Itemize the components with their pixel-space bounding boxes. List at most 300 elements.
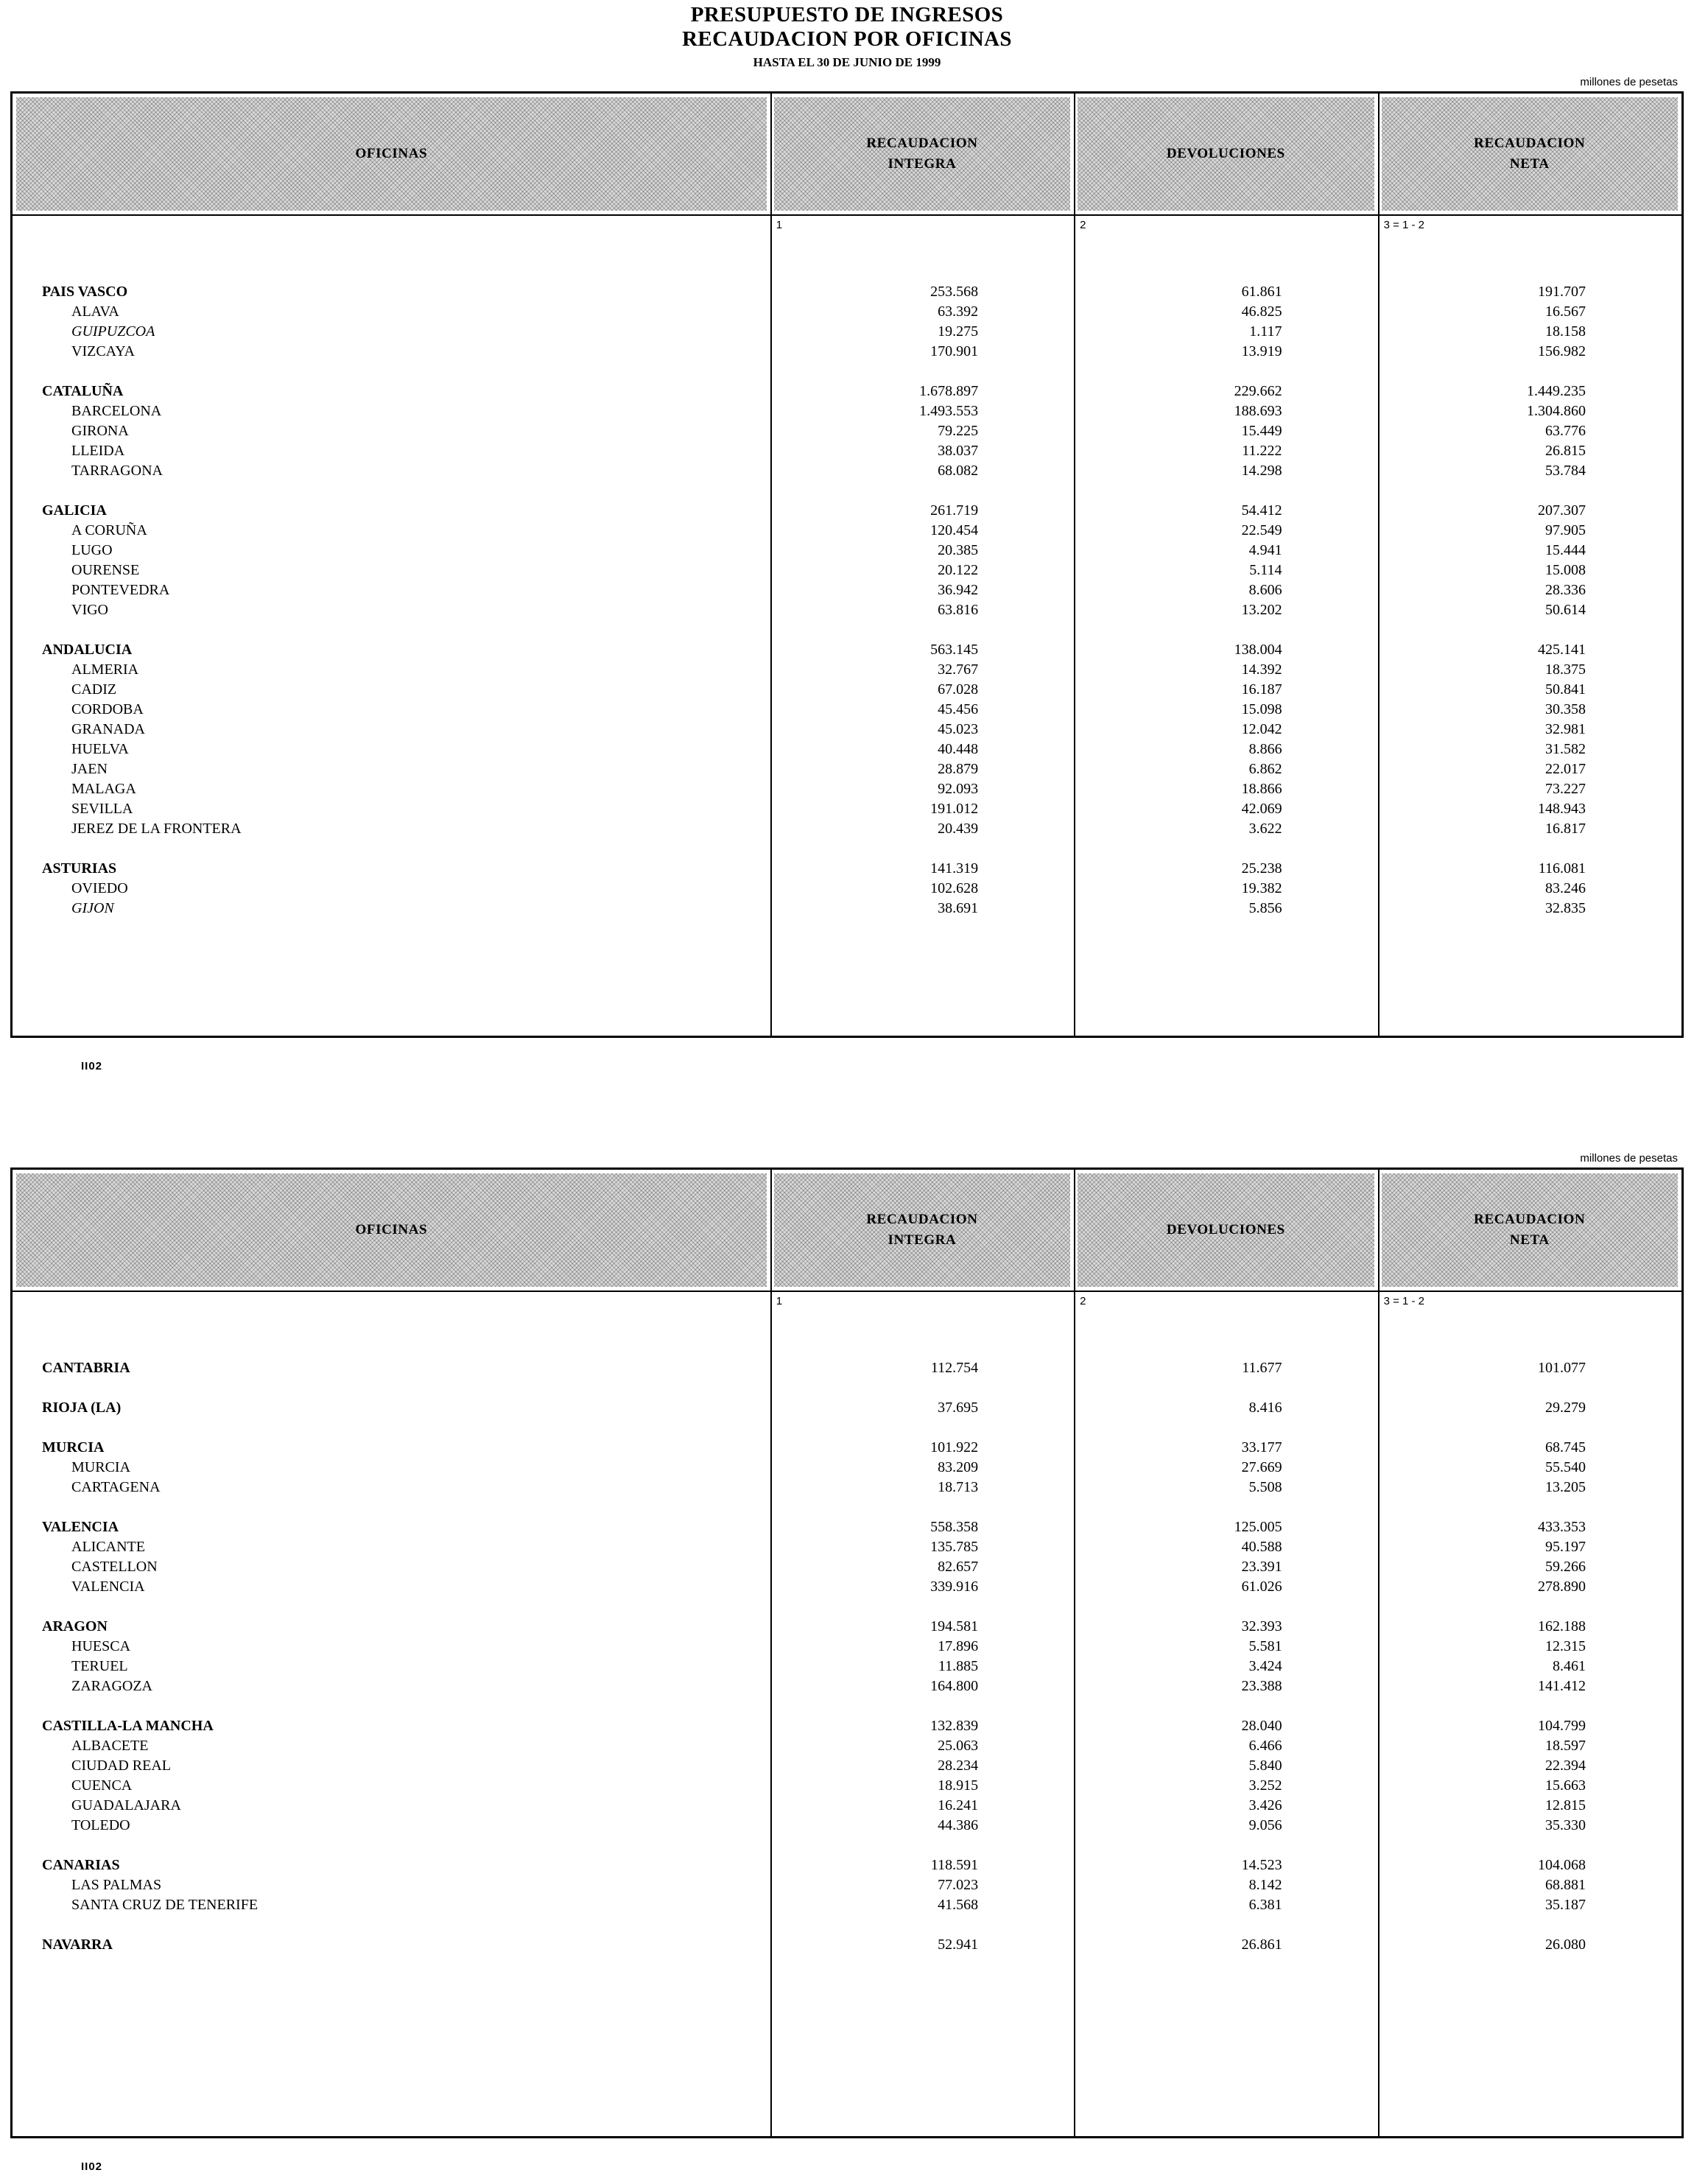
page-date-line: HASTA EL 30 DE JUNIO DE 1999	[753, 55, 941, 69]
recaudacion-integra-value: 164.800	[930, 1678, 979, 1694]
office-name: LLEIDA	[71, 443, 125, 459]
office-row	[13, 600, 1681, 620]
devoluciones-value: 9.056	[1248, 1817, 1282, 1833]
office-row	[13, 521, 1681, 541]
region-name: RIOJA (LA)	[42, 1400, 122, 1416]
recaudacion-neta-value: 53.784	[1544, 463, 1586, 479]
units-label: millones de pesetas	[1580, 1152, 1678, 1165]
office-row	[13, 899, 1681, 919]
office-name: TOLEDO	[71, 1817, 130, 1833]
column-index-spacer	[13, 1292, 770, 1321]
recaudacion-neta-value: 104.068	[1537, 1857, 1586, 1873]
column-header-recaudacion-neta	[1378, 1170, 1681, 1291]
recaudacion-neta-value: 141.412	[1537, 1678, 1586, 1694]
office-group	[13, 1935, 1681, 1955]
recaudacion-integra-value: 132.839	[930, 1718, 979, 1734]
column-header-recaudacion-integra	[770, 1170, 1074, 1291]
recaudacion-integra-value: 20.122	[938, 562, 979, 578]
office-name: ALBACETE	[71, 1738, 149, 1754]
devoluciones-value: 4.941	[1248, 542, 1282, 558]
office-name: MURCIA	[71, 1459, 131, 1475]
devoluciones-value: 6.466	[1248, 1738, 1282, 1754]
recaudacion-integra-value: 41.568	[938, 1897, 979, 1913]
recaudacion-integra-value: 36.942	[938, 582, 979, 598]
office-row	[13, 1875, 1681, 1895]
devoluciones-value: 23.388	[1241, 1678, 1282, 1694]
region-row	[13, 501, 1681, 521]
recaudacion-integra-value: 40.448	[938, 741, 979, 757]
recaudacion-integra-value: 118.591	[930, 1857, 979, 1873]
office-row	[13, 342, 1681, 362]
recaudacion-neta-value: 15.008	[1544, 562, 1586, 578]
office-name: PONTEVEDRA	[71, 582, 170, 598]
recaudacion-neta-value: 63.776	[1544, 423, 1586, 439]
column-header-oficinas	[13, 1170, 770, 1291]
office-name: GIRONA	[71, 423, 129, 439]
recaudacion-neta-value: 50.841	[1544, 681, 1586, 698]
devoluciones-value: 13.919	[1241, 343, 1282, 359]
recaudacion-neta-value: 26.815	[1544, 443, 1586, 459]
office-row	[13, 799, 1681, 819]
office-row	[13, 1478, 1681, 1497]
office-name: ALMERIA	[71, 661, 139, 678]
region-name: ANDALUCIA	[42, 642, 133, 658]
office-name: OURENSE	[71, 562, 140, 578]
table-section-1	[0, 76, 1694, 1072]
recaudacion-integra-value: 563.145	[930, 642, 979, 658]
office-name: MALAGA	[71, 781, 136, 797]
column-divider	[1074, 1170, 1075, 2136]
devoluciones-value: 32.393	[1241, 1618, 1282, 1635]
devoluciones-value: 3.622	[1248, 821, 1282, 837]
office-group	[13, 1617, 1681, 1696]
office-row	[13, 461, 1681, 481]
region-name: ARAGON	[42, 1618, 108, 1635]
recaudacion-neta-value: 162.188	[1537, 1618, 1586, 1635]
recaudacion-neta-value: 30.358	[1544, 701, 1586, 717]
office-name: VALENCIA	[71, 1579, 145, 1595]
recaudacion-integra-value: 45.456	[938, 701, 979, 717]
region-name: CASTILLA-LA MANCHA	[42, 1718, 214, 1734]
recaudacion-neta-value: 12.315	[1544, 1638, 1586, 1654]
recaudacion-neta-value: 18.158	[1544, 323, 1586, 340]
recaudacion-neta-value: 156.982	[1537, 343, 1586, 359]
office-row	[13, 1895, 1681, 1915]
office-name: LUGO	[71, 542, 113, 558]
office-name: ALAVA	[71, 303, 119, 320]
office-row	[13, 302, 1681, 322]
recaudacion-neta-value: 101.077	[1537, 1360, 1586, 1376]
devoluciones-value: 40.588	[1241, 1539, 1282, 1555]
column-header-text: NETA	[1509, 1232, 1550, 1248]
page-code: II02	[81, 1060, 103, 1072]
office-group	[13, 382, 1681, 481]
recaudacion-integra-value: 68.082	[938, 463, 979, 479]
recaudacion-neta-value: 148.943	[1537, 801, 1586, 817]
recaudacion-neta-value: 8.461	[1552, 1658, 1586, 1674]
office-group	[13, 859, 1681, 919]
office-row	[13, 1458, 1681, 1478]
office-name: CORDOBA	[71, 701, 144, 717]
column-header-text: RECAUDACION	[866, 136, 978, 152]
recaudacion-integra-value: 28.234	[938, 1758, 979, 1774]
office-name: TERUEL	[71, 1658, 128, 1674]
office-row	[13, 1776, 1681, 1796]
region-row	[13, 1438, 1681, 1458]
devoluciones-value: 42.069	[1241, 801, 1282, 817]
office-row	[13, 779, 1681, 799]
office-name: HUESCA	[71, 1638, 131, 1654]
column-divider	[1378, 94, 1380, 1036]
region-row	[13, 1855, 1681, 1875]
recaudacion-integra-value: 194.581	[930, 1618, 979, 1635]
office-group	[13, 1358, 1681, 1378]
office-row	[13, 580, 1681, 600]
devoluciones-value: 33.177	[1241, 1439, 1282, 1456]
office-row	[13, 1756, 1681, 1776]
recaudacion-integra-value: 37.695	[938, 1400, 979, 1416]
region-row	[13, 1935, 1681, 1955]
region-row	[13, 859, 1681, 879]
region-row	[13, 1617, 1681, 1637]
office-row	[13, 759, 1681, 779]
column-header-text: OFICINAS	[355, 1222, 428, 1238]
office-group	[13, 1517, 1681, 1597]
devoluciones-value: 27.669	[1241, 1459, 1282, 1475]
recaudacion-integra-value: 102.628	[930, 880, 979, 896]
page-subtitle: RECAUDACION POR OFICINAS	[682, 27, 1012, 51]
devoluciones-value: 8.142	[1248, 1877, 1282, 1893]
recaudacion-neta-value: 68.745	[1544, 1439, 1586, 1456]
recaudacion-integra-value: 52.941	[938, 1937, 979, 1953]
region-name: CATALUÑA	[42, 383, 124, 399]
devoluciones-value: 61.026	[1241, 1579, 1282, 1595]
office-row	[13, 1816, 1681, 1836]
recaudacion-integra-value: 1.678.897	[919, 383, 979, 399]
office-name: JAEN	[71, 761, 108, 777]
recaudacion-integra-value: 339.916	[930, 1579, 979, 1595]
office-group	[13, 1855, 1681, 1915]
office-name: OVIEDO	[71, 880, 128, 896]
column-index-row	[13, 216, 1681, 245]
column-index-2: 2	[1080, 219, 1086, 231]
region-row	[13, 1716, 1681, 1736]
office-group	[13, 1398, 1681, 1418]
devoluciones-value: 46.825	[1241, 303, 1282, 320]
office-group	[13, 1716, 1681, 1836]
office-name: CIUDAD REAL	[71, 1758, 171, 1774]
recaudacion-integra-value: 32.767	[938, 661, 979, 678]
table-header-row	[13, 1170, 1681, 1292]
recaudacion-integra-value: 18.713	[938, 1479, 979, 1495]
office-name: CUENCA	[71, 1777, 133, 1794]
devoluciones-value: 54.412	[1241, 502, 1282, 519]
devoluciones-value: 15.449	[1241, 423, 1282, 439]
devoluciones-value: 14.523	[1241, 1857, 1282, 1873]
recaudacion-integra-value: 44.386	[938, 1817, 979, 1833]
recaudacion-table-1	[10, 91, 1684, 1038]
devoluciones-value: 229.662	[1234, 383, 1282, 399]
office-name: A CORUÑA	[71, 522, 147, 538]
devoluciones-value: 19.382	[1241, 880, 1282, 896]
recaudacion-neta-value: 32.835	[1544, 900, 1586, 916]
office-name: CASTELLON	[71, 1559, 158, 1575]
office-name: TARRAGONA	[71, 463, 163, 479]
recaudacion-integra-value: 83.209	[938, 1459, 979, 1475]
recaudacion-neta-value: 68.881	[1544, 1877, 1586, 1893]
devoluciones-value: 13.202	[1241, 602, 1282, 618]
devoluciones-value: 5.114	[1249, 562, 1282, 578]
recaudacion-neta-value: 278.890	[1537, 1579, 1586, 1595]
office-name: CADIZ	[71, 681, 117, 698]
column-header-recaudacion-neta	[1378, 94, 1681, 214]
region-name: PAIS VASCO	[42, 284, 128, 300]
column-header-text: OFICINAS	[355, 146, 428, 162]
devoluciones-value: 3.426	[1248, 1797, 1282, 1813]
devoluciones-value: 11.222	[1242, 443, 1282, 459]
devoluciones-value: 5.581	[1248, 1638, 1282, 1654]
office-group	[13, 501, 1681, 620]
office-name: ALICANTE	[71, 1539, 145, 1555]
devoluciones-value: 5.840	[1248, 1758, 1282, 1774]
column-index-3: 3 = 1 - 2	[1383, 219, 1425, 231]
office-row	[13, 421, 1681, 441]
office-row	[13, 441, 1681, 461]
recaudacion-integra-value: 63.392	[938, 303, 979, 320]
recaudacion-neta-value: 35.330	[1544, 1817, 1586, 1833]
table-section-2	[0, 1152, 1694, 2173]
recaudacion-neta-value: 1.304.860	[1526, 403, 1586, 419]
recaudacion-neta-value: 104.799	[1537, 1718, 1586, 1734]
region-row	[13, 1358, 1681, 1378]
office-name: SEVILLA	[71, 801, 133, 817]
recaudacion-integra-value: 112.754	[930, 1360, 979, 1376]
recaudacion-neta-value: 55.540	[1544, 1459, 1586, 1475]
table-body	[13, 245, 1681, 1036]
column-header-text: INTEGRA	[888, 1232, 957, 1248]
column-header-devoluciones	[1074, 94, 1377, 214]
column-index-row	[13, 1292, 1681, 1321]
devoluciones-value: 15.098	[1241, 701, 1282, 717]
recaudacion-integra-value: 20.439	[938, 821, 979, 837]
devoluciones-value: 138.004	[1234, 642, 1282, 658]
recaudacion-integra-value: 20.385	[938, 542, 979, 558]
recaudacion-neta-value: 95.197	[1544, 1539, 1586, 1555]
recaudacion-neta-value: 29.279	[1544, 1400, 1586, 1416]
office-row	[13, 1577, 1681, 1597]
recaudacion-neta-value: 18.375	[1544, 661, 1586, 678]
recaudacion-integra-value: 16.241	[938, 1797, 979, 1813]
recaudacion-integra-value: 28.879	[938, 761, 979, 777]
column-header-text: RECAUDACION	[1474, 136, 1586, 152]
office-name: CARTAGENA	[71, 1479, 161, 1495]
office-row	[13, 322, 1681, 342]
recaudacion-neta-value: 35.187	[1544, 1897, 1586, 1913]
column-index-1: 1	[776, 219, 783, 231]
devoluciones-value: 5.508	[1248, 1479, 1282, 1495]
recaudacion-neta-value: 31.582	[1544, 741, 1586, 757]
devoluciones-value: 125.005	[1234, 1519, 1282, 1535]
recaudacion-integra-value: 67.028	[938, 681, 979, 698]
recaudacion-integra-value: 38.691	[938, 900, 979, 916]
recaudacion-integra-value: 38.037	[938, 443, 979, 459]
region-name: CANARIAS	[42, 1857, 120, 1873]
recaudacion-neta-value: 16.817	[1544, 821, 1586, 837]
office-row	[13, 740, 1681, 759]
recaudacion-neta-value: 83.246	[1544, 880, 1586, 896]
region-name: GALICIA	[42, 502, 107, 519]
devoluciones-value: 11.677	[1242, 1360, 1282, 1376]
column-header-text: NETA	[1509, 156, 1550, 172]
office-name: GIJON	[71, 900, 114, 916]
region-row	[13, 1517, 1681, 1537]
document-header	[0, 0, 1694, 70]
office-name: GUADALAJARA	[71, 1797, 181, 1813]
devoluciones-value: 1.117	[1249, 323, 1282, 340]
recaudacion-neta-value: 12.815	[1544, 1797, 1586, 1813]
recaudacion-integra-value: 82.657	[938, 1559, 979, 1575]
recaudacion-neta-value: 191.707	[1537, 284, 1586, 300]
devoluciones-value: 3.424	[1248, 1658, 1282, 1674]
office-row	[13, 1676, 1681, 1696]
column-header-text: INTEGRA	[888, 156, 957, 172]
office-name: HUELVA	[71, 741, 129, 757]
office-group	[13, 640, 1681, 839]
office-row	[13, 541, 1681, 561]
office-name: LAS PALMAS	[71, 1877, 162, 1893]
recaudacion-integra-value: 120.454	[930, 522, 979, 538]
recaudacion-integra-value: 63.816	[938, 602, 979, 618]
column-header-recaudacion-integra	[770, 94, 1074, 214]
recaudacion-integra-value: 18.915	[938, 1777, 979, 1794]
recaudacion-integra-value: 1.493.553	[919, 403, 979, 419]
recaudacion-neta-value: 13.205	[1544, 1479, 1586, 1495]
recaudacion-neta-value: 50.614	[1544, 602, 1586, 618]
office-name: BARCELONA	[71, 403, 162, 419]
office-row	[13, 660, 1681, 680]
devoluciones-value: 8.606	[1248, 582, 1282, 598]
devoluciones-value: 12.042	[1241, 721, 1282, 737]
office-row	[13, 1557, 1681, 1577]
column-header-devoluciones	[1074, 1170, 1377, 1291]
region-name: VALENCIA	[42, 1519, 119, 1535]
devoluciones-value: 25.238	[1241, 860, 1282, 877]
recaudacion-integra-value: 253.568	[930, 284, 979, 300]
office-row	[13, 401, 1681, 421]
column-header-text: DEVOLUCIONES	[1166, 1222, 1285, 1238]
devoluciones-value: 16.187	[1241, 681, 1282, 698]
column-header-text: RECAUDACION	[1474, 1212, 1586, 1228]
recaudacion-neta-value: 425.141	[1537, 642, 1586, 658]
devoluciones-value: 3.252	[1248, 1777, 1282, 1794]
recaudacion-integra-value: 191.012	[930, 801, 979, 817]
recaudacion-neta-value: 32.981	[1544, 721, 1586, 737]
office-name: GRANADA	[71, 721, 145, 737]
office-row	[13, 561, 1681, 580]
recaudacion-integra-value: 101.922	[930, 1439, 979, 1456]
office-name: SANTA CRUZ DE TENERIFE	[71, 1897, 259, 1913]
devoluciones-value: 8.416	[1248, 1400, 1282, 1416]
page-title: PRESUPUESTO DE INGRESOS	[690, 3, 1004, 27]
column-index-1: 1	[776, 1295, 783, 1307]
office-name: GUIPUZCOA	[71, 323, 155, 340]
office-row	[13, 700, 1681, 720]
table-header-row	[13, 94, 1681, 216]
recaudacion-integra-value: 45.023	[938, 721, 979, 737]
column-header-text: RECAUDACION	[866, 1212, 978, 1228]
recaudacion-neta-value: 26.080	[1544, 1937, 1586, 1953]
recaudacion-neta-value: 59.266	[1544, 1559, 1586, 1575]
devoluciones-value: 18.866	[1241, 781, 1282, 797]
office-row	[13, 1796, 1681, 1816]
column-index-3: 3 = 1 - 2	[1383, 1295, 1425, 1307]
office-row	[13, 1637, 1681, 1657]
column-header-text: DEVOLUCIONES	[1166, 146, 1285, 162]
devoluciones-value: 6.381	[1248, 1897, 1282, 1913]
devoluciones-value: 14.392	[1241, 661, 1282, 678]
devoluciones-value: 14.298	[1241, 463, 1282, 479]
devoluciones-value: 8.866	[1248, 741, 1282, 757]
region-row	[13, 1398, 1681, 1418]
recaudacion-neta-value: 433.353	[1537, 1519, 1586, 1535]
region-name: NAVARRA	[42, 1937, 113, 1953]
region-row	[13, 382, 1681, 401]
office-group	[13, 282, 1681, 362]
region-row	[13, 282, 1681, 302]
devoluciones-value: 23.391	[1241, 1559, 1282, 1575]
column-divider	[770, 1170, 772, 2136]
recaudacion-neta-value: 15.444	[1544, 542, 1586, 558]
column-divider	[770, 94, 772, 1036]
recaudacion-integra-value: 141.319	[930, 860, 979, 877]
table-body	[13, 1321, 1681, 2136]
office-row	[13, 819, 1681, 839]
column-divider	[1378, 1170, 1380, 2136]
recaudacion-integra-value: 135.785	[930, 1539, 979, 1555]
devoluciones-value: 6.862	[1248, 761, 1282, 777]
office-name: VIZCAYA	[71, 343, 135, 359]
office-row	[13, 1537, 1681, 1557]
recaudacion-neta-value: 28.336	[1544, 582, 1586, 598]
office-row	[13, 1736, 1681, 1756]
recaudacion-neta-value: 16.567	[1544, 303, 1586, 320]
office-row	[13, 680, 1681, 700]
devoluciones-value: 5.856	[1248, 900, 1282, 916]
recaudacion-integra-value: 170.901	[930, 343, 979, 359]
page-code: II02	[81, 2160, 103, 2173]
recaudacion-integra-value: 261.719	[930, 502, 979, 519]
devoluciones-value: 61.861	[1241, 284, 1282, 300]
recaudacion-neta-value: 18.597	[1544, 1738, 1586, 1754]
recaudacion-neta-value: 15.663	[1544, 1777, 1586, 1794]
recaudacion-neta-value: 22.394	[1544, 1758, 1586, 1774]
recaudacion-neta-value: 73.227	[1544, 781, 1586, 797]
recaudacion-table-2	[10, 1168, 1684, 2138]
devoluciones-value: 26.861	[1241, 1937, 1282, 1953]
devoluciones-value: 28.040	[1241, 1718, 1282, 1734]
recaudacion-integra-value: 19.275	[938, 323, 979, 340]
devoluciones-value: 22.549	[1241, 522, 1282, 538]
column-index-2: 2	[1080, 1295, 1086, 1307]
recaudacion-integra-value: 11.885	[938, 1658, 979, 1674]
recaudacion-integra-value: 558.358	[930, 1519, 979, 1535]
recaudacion-integra-value: 79.225	[938, 423, 979, 439]
devoluciones-value: 188.693	[1234, 403, 1282, 419]
recaudacion-neta-value: 1.449.235	[1526, 383, 1586, 399]
column-header-oficinas	[13, 94, 770, 214]
office-name: JEREZ DE LA FRONTERA	[71, 821, 242, 837]
region-name: CANTABRIA	[42, 1360, 130, 1376]
